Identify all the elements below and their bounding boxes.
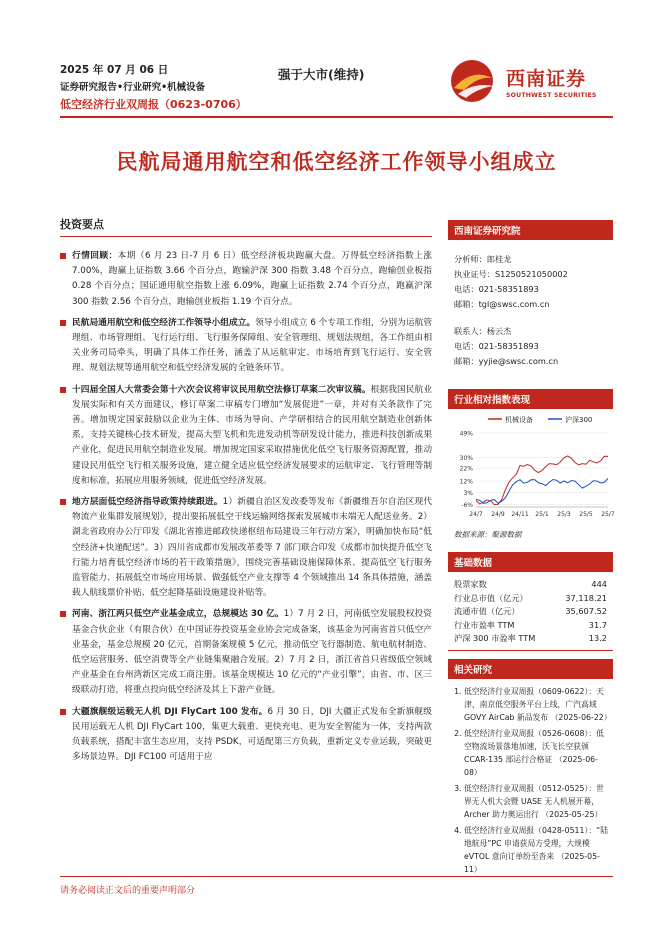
basic-data-table (448, 572, 613, 651)
report-date: 2025 年 07 月 06 日 (60, 64, 169, 76)
bullet-body: 根据我国民航业发展实际和有关方面建议，修订草案二审稿专门增加“发展促进”一章，并对有关条款作了完善。增加规定国家鼓励以企业为主体、市场为导向、产学研相结合的民用航空制造业创新体系，支持关键核心技术研发，提高大型飞机和先进发动机等研发设计能力，推进科技创新成果产业化，促进民用航空制造业发展。增加规定国家采取措施优化低空飞行服务资源配置，推动建设民用低空飞行相关服务设施，建立健全适应低空经济发展要求的运航审定、飞行管理等制度和标准，拓展应用服务领域，促进低空经济发展。 (72, 384, 433, 486)
related-report-item[interactable]: 2. 低空经济行业双周报（0526-0608）：低空物流场景落地加速，沃飞长空获颁 CCAR-135 部运行合格证 （2025-06-08） (464, 727, 611, 779)
contact-email: 邮箱：yyjie@swsc.com.cn (454, 356, 559, 366)
analyst-email: 邮箱：tgl@swsc.com.cn (454, 299, 550, 309)
basic-data-label: 行业市盈率 TTM (454, 619, 515, 630)
basic-data-value: 444 (591, 579, 607, 589)
related-title: 相关研究 (448, 659, 613, 679)
analyst-section-title: 西南证券研究院 (448, 220, 613, 240)
main-content (60, 216, 432, 772)
bullet-heading: 大疆旗舰级运载无人机 DJI FlyCart 100 发布。 (72, 706, 268, 717)
y-tick-label: 3% (463, 490, 473, 498)
related-report-item[interactable]: 3. 低空经济行业双周报（0512-0525）：世界无人机大会暨 UASE 无人机展开幕，Archer 助力奥运出行 （2025-05-25） (464, 782, 611, 821)
bullet-heading: 地方层面低空经济指导政策持续跟进。 (72, 497, 223, 508)
bullet-item (60, 316, 432, 377)
bullet-body: 1）新疆自治区发改委等发布《新疆维吾尔自治区现代物流产业集群发展规划》，提出要拓展低空干线运输网络探索发展城市末端无人配送业务。2）湖北省政府办公厅印发《湖北省推进邮政快递枢纽布局建设三年行动方案》，明确加快布局“低空经济+快递配送”。3）四川省成都市发展改革委等 7 部门联合印发《成都市加快提升低空飞行能力培育低空经济市场的若干政策措施》，围绕完善基础设施保障体系、提高低空飞行服务监管能力、拓展低空市场应用场景、做强低空产业支撑等 4 个领域推出 14 条具体措施，涵盖载人航线票价补贴、低空起降基础设施建设补贴等。 (72, 497, 433, 599)
bullet-item (60, 249, 432, 310)
analyst-cert: 执业证号：S1250521050002 (454, 269, 568, 279)
x-tick-label: 24/11 (511, 511, 529, 518)
basic-data-label: 股票家数 (454, 579, 487, 589)
logo-name-cn: 西南证券 (506, 68, 587, 90)
analyst-phone: 电话：021-58351893 (454, 284, 539, 294)
bullet-item (60, 495, 432, 601)
y-tick-label: 22% (459, 465, 473, 473)
logo-emblem-icon (448, 58, 500, 104)
related-list (448, 679, 613, 876)
basic-data-value: 13.2 (588, 633, 607, 643)
bullet-heading: 河南、浙江两只低空产业基金成立，总规模达 30 亿。 (72, 609, 284, 620)
basic-data-label: 行业总市值（亿元） (454, 592, 528, 603)
basic-data-row (448, 578, 613, 592)
x-tick-label: 24/9 (491, 511, 505, 518)
logo-name-en: SOUTHWEST SECURITIES (506, 92, 597, 99)
x-tick-label: 25/1 (535, 511, 549, 518)
footer-notice: 请务必阅读正文后的重要声明部分 (60, 876, 613, 896)
contact-name: 联系人：杨云杰 (454, 326, 512, 336)
contact-phone: 电话：021-58351893 (454, 341, 539, 351)
series-line (476, 478, 608, 503)
report-series: 低空经济行业双周报（0623-0706） (60, 98, 247, 111)
bullet-item (60, 607, 432, 698)
legend-label: 机械设备 (505, 416, 533, 424)
header-divider (60, 116, 613, 118)
bullet-body: 本期（6 月 23 日-7 月 6 日）低空经济板块跑赢大盘。万得低空经济指数上涨 7.00%，跑赢上证指数 3.66 个百分点，跑输沪深 300 指数 3.48 个百分点，跑输创业板指 0.28 个百分点；国证通用航空指数上涨 6.09%，跑赢上证指数 2.74 个百分点，跑赢沪深 300 指数 2.56 个百分点，跑输创业板指 1.19 个百分点。 (72, 251, 432, 307)
x-tick-label: 25/3 (557, 511, 571, 518)
basic-data-label: 沪深 300 市盈率 TTM (454, 633, 536, 643)
bullet-heading: 十四届全国人大常委会第十六次会议将审议民用航空法修订草案二次审议稿。 (72, 384, 371, 395)
series-line (476, 456, 608, 505)
basic-data-row (448, 592, 613, 606)
chart-source: 数据来源：聚源数据 (454, 530, 522, 539)
basic-data-title: 基础数据 (448, 552, 613, 572)
related-report-item[interactable]: 4. 低空经济行业双周报（0428-0511）：“陆地航母”PC 申请获局方受理，大规模 eVTOL 意向订单纷至沓来 （2025-05-11） (464, 824, 611, 876)
bullet-heading: 行情回顾： (72, 251, 118, 261)
sidebar (448, 220, 613, 879)
bullet-body: 1）7 月 2 日，河南低空发展股权投资基金合伙企业（有限合伙）在中国证券投资基金业协会完成备案，该基金为河南省首只低空产业基金，基金总规模 20 亿元，首期备案规模 5 亿元，推动低空飞行器制造、航电航材制造、低空运营服务、低空消费等全产业链集聚融合发展。2）7 月 2 日，浙江省首只省级低空领域产业基金在台州湾新区完成工商注册。该基金规模达 10 亿元的“产业引擎”，由省、市、区三级联动打造，将重点投向低空经济及其上下游产业链。 (72, 609, 432, 696)
company-logo (448, 58, 613, 104)
basic-data-value: 37,118.21 (565, 592, 607, 603)
x-tick-label: 24/7 (469, 511, 483, 518)
rating: 强于大市(维持) (278, 67, 365, 82)
index-chart-svg (448, 411, 613, 523)
y-tick-label: -6% (461, 501, 473, 509)
bullet-heading: 民航局通用航空和低空经济工作领导小组成立。 (72, 317, 256, 328)
analyst-info (448, 240, 613, 369)
bullet-item (60, 383, 432, 489)
x-tick-label: 25/5 (579, 511, 593, 518)
legend-label: 沪深300 (565, 416, 593, 424)
basic-data-row (448, 619, 613, 633)
index-chart-title: 行业相对指数表现 (448, 389, 613, 409)
y-tick-label: 49% (459, 430, 473, 438)
section-title-investment: 投资要点 (60, 216, 432, 237)
analyst-name: 分析师：郎桂龙 (454, 254, 512, 264)
y-tick-label: 12% (459, 478, 473, 486)
index-chart (448, 409, 613, 527)
basic-data-row (448, 605, 613, 619)
x-tick-label: 25/7 (601, 511, 615, 518)
basic-data-label: 流通市值（亿元） (454, 606, 520, 616)
page-title: 民航局通用航空和低空经济工作领导小组成立 (116, 149, 557, 174)
bullet-item (60, 705, 432, 766)
related-report-item[interactable]: 1. 低空经济行业双周报（0609-0622）：天津、南京低空服务平台上线，广汽高域 GOVY AirCab 新品发布 （2025-06-22） (464, 685, 611, 724)
bullet-body: 领导小组成立 6 个专项工作组，分别为运航管理组、市场管理组、飞行运行组、飞行服务保障组、安全管理组、规划法规组，各工作组由相关业务司局牵头，明确了具体工作任务，涵盖了从运航审定、市场培育到飞行运行、安全管理、规划法规等通用航空和低空经济发展的全链条环节。 (72, 317, 433, 374)
basic-data-value: 35,607.52 (565, 606, 607, 616)
y-tick-label: 30% (459, 455, 473, 463)
bullet-list (60, 249, 432, 766)
bullet-body: 6 月 30 日，DJI 大疆正式发布全新旗舰级民用运载无人机 DJI FlyCart 100，集更大载重、更快充电、更为安全智能为一体，支持两款负载系统，搭配丰富生态应用，支持 PSDK，可适配第三方负载，重新定义专业运载，突破更多场景边界。DJI FC100 可适用于应 (72, 706, 432, 763)
report-category: 证券研究报告•行业研究•机械设备 (60, 82, 206, 93)
basic-data-value: 31.7 (588, 619, 607, 630)
basic-data-row (448, 632, 613, 646)
